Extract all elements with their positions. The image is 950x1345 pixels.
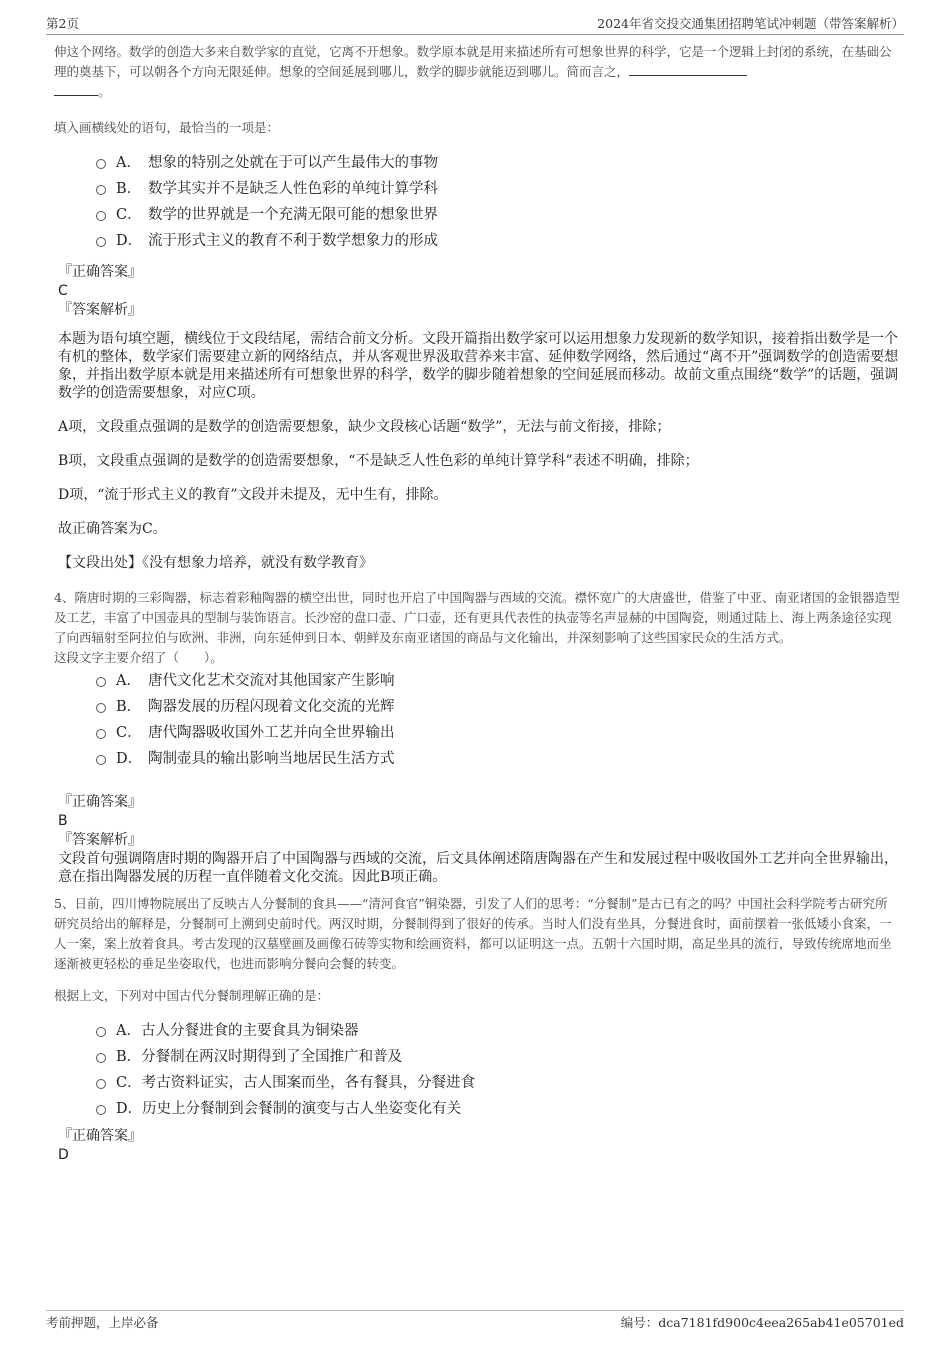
q4-option-c[interactable]: C． 唐代陶器吸收国外工艺并向全世界输出 xyxy=(96,720,900,746)
q4-options xyxy=(96,668,900,772)
q3-source: 【文段出处】《没有想象力培养，就没有数学教育》 xyxy=(58,555,373,571)
radio-button[interactable] xyxy=(96,755,106,765)
q5-passage: 5、日前，四川博物院展出了反映古人分餐制的食具——“清河食官”铜染器，引发了人们的思考：“分餐制”是古已有之的吗？中国社会科学院考古研究所研究员给出的解释是，分餐制可上溯到史前时代。两汉时期，分餐制得到了很好的传承。当时人们没有坐具，分餐进食时，面前摆着一张低矮小食案，一人一案，案上放着食具。考古发现的汉墓壁画及画像石砖等实物和绘画资料，都可以证明这一点。五朝十六国时期，高足坐具的流行，导致传统席地而坐逐渐被更轻松的垂足坐姿取代，也进而影响分餐向会餐的转变。 xyxy=(54,896,892,971)
radio-button[interactable] xyxy=(96,1105,106,1115)
radio-button[interactable] xyxy=(96,237,106,247)
radio-button[interactable] xyxy=(96,159,106,169)
q4-answer-label: 『正确答案』 xyxy=(58,794,142,810)
radio-button[interactable] xyxy=(96,1027,106,1037)
q4-option-b[interactable]: B． 陶器发展的历程闪现着文化交流的光辉 xyxy=(96,694,900,720)
q3-passage xyxy=(54,42,900,102)
q3-option-d[interactable]: D． 流于形式主义的教育不利于数学想象力的形成 xyxy=(96,228,900,254)
radio-button[interactable] xyxy=(96,211,106,221)
page-header xyxy=(46,14,904,35)
q3-analysis-label: 『答案解析』 xyxy=(58,302,142,318)
q3-passage-tail: 伸这个网络。数学的创造大多来自数学家的直觉，它离不开想象。数学原本就是用来描述所有可想象世界的科学，它是一个逻辑上封闭的系统，在基础公理的奠基下，可以朝各个方向无限延伸。想象的空间延展到哪儿，数学的脚步就能迈到哪儿。简而言之， xyxy=(54,44,892,79)
q5-answer: D xyxy=(58,1147,69,1163)
radio-button[interactable] xyxy=(96,729,106,739)
q5-prompt: 根据上文，下列对中国古代分餐制理解正确的是： xyxy=(54,988,330,1003)
q4-analysis: 文段首句强调隋唐时期的陶器开启了中国陶器与西域的交流，后文具体阐述隋唐陶器在产生和发展过程中吸收国外工艺并向全世界输出，意在指出陶器发展的历程一直伴随着文化交流。因此B项正确。 xyxy=(58,851,898,885)
q5-option-c[interactable]: C．考古资料证实，古人围案而坐，各有餐具，分餐进食 xyxy=(96,1070,900,1096)
fill-blank-line-cont xyxy=(54,82,98,96)
page-number: 第2页 xyxy=(46,16,79,31)
radio-button[interactable] xyxy=(96,185,106,195)
q5-answer-label: 『正确答案』 xyxy=(58,1128,142,1144)
page-footer xyxy=(46,1310,904,1330)
q5-option-d[interactable]: D．历史上分餐制到会餐制的演变与古人坐姿变化有关 xyxy=(96,1096,900,1122)
q5-options xyxy=(96,1018,900,1122)
q3-options xyxy=(96,150,900,254)
radio-button[interactable] xyxy=(96,677,106,687)
footer-doc-id: 编号：dca7181fd900c4eea265ab41e05701ed xyxy=(620,1315,904,1330)
radio-button[interactable] xyxy=(96,1079,106,1089)
q3-passage-end: 。 xyxy=(98,84,111,99)
q5-option-b[interactable]: B．分餐制在两汉时期得到了全国推广和普及 xyxy=(96,1044,900,1070)
footer-slogan: 考前押题，上岸必备 xyxy=(46,1315,159,1330)
q3-analysis-a: A项，文段重点强调的是数学的创造需要想象，缺少文段核心话题“数学”，无法与前文衔接，排除； xyxy=(58,419,671,435)
q4-answer: B xyxy=(58,813,68,829)
q4-prompt: 这段文字主要介绍了（ ）。 xyxy=(54,650,223,665)
q4-analysis-label: 『答案解析』 xyxy=(58,832,142,848)
q3-analysis-d: D项，“流于形式主义的教育”文段并未提及，无中生有，排除。 xyxy=(58,487,448,503)
q3-analysis-b: B项，文段重点强调的是数学的创造需要想象，“不是缺乏人性色彩的单纯计算学科”表述不明确，排除； xyxy=(58,453,699,469)
page-content xyxy=(54,42,900,1164)
document-title: 2024年省交投交通集团招聘笔试冲刺题（带答案解析） xyxy=(597,16,904,31)
q3-answer: C xyxy=(58,283,68,299)
q4-option-a[interactable]: A． 唐代文化艺术交流对其他国家产生影响 xyxy=(96,668,900,694)
q3-option-b[interactable]: B． 数学其实并不是缺乏人性色彩的单纯计算学科 xyxy=(96,176,900,202)
q3-option-a[interactable]: A． 想象的特别之处就在于可以产生最伟大的事物 xyxy=(96,150,900,176)
q3-analysis-conclusion: 故正确答案为C。 xyxy=(58,521,167,537)
q5-option-a[interactable]: A．古人分餐进食的主要食具为铜染器 xyxy=(96,1018,900,1044)
fill-blank-line xyxy=(629,62,747,76)
q3-option-c[interactable]: C． 数学的世界就是一个充满无限可能的想象世界 xyxy=(96,202,900,228)
q4-option-d[interactable]: D． 陶制壶具的输出影响当地居民生活方式 xyxy=(96,746,900,772)
q3-answer-label: 『正确答案』 xyxy=(58,264,142,280)
q4-passage: 4、隋唐时期的三彩陶器，标志着彩釉陶器的横空出世，同时也开启了中国陶器与西域的交流。襟怀宽广的大唐盛世，借鉴了中亚、南亚诸国的金银器造型及工艺，丰富了中国壶具的型制与装饰语言。长沙窑的盘口壶、广口壶，还有更具代表性的执壶等名声显赫的中国陶瓷，则通过陆上、海上两条途径实现了向西辐射至阿拉伯与欧洲、非洲，向东延伸到日本、朝鲜及东南亚诸国的商品与文化输出，并深刻影响了这些国家民众的生活方式。 xyxy=(54,590,900,645)
radio-button[interactable] xyxy=(96,703,106,713)
q3-prompt: 填入画横线处的语句，最恰当的一项是： xyxy=(54,120,280,135)
q3-analysis-main: 本题为语句填空题，横线位于文段结尾，需结合前文分析。文段开篇指出数学家可以运用想象力发现新的数学知识，接着指出数学是一个有机的整体，数学家们需要建立新的网络结点，并从客观世界汲取营养来丰富、延伸数学网络，然后通过“离不开”强调数学的创造需要想象，并指出数学原本就是用来描述所有可想象世界的科学，数学的脚步随着想象的空间延展而移动。故前文重点围绕“数学”的话题，强调数学的创造需要想象，对应C项。 xyxy=(58,331,899,401)
radio-button[interactable] xyxy=(96,1053,106,1063)
